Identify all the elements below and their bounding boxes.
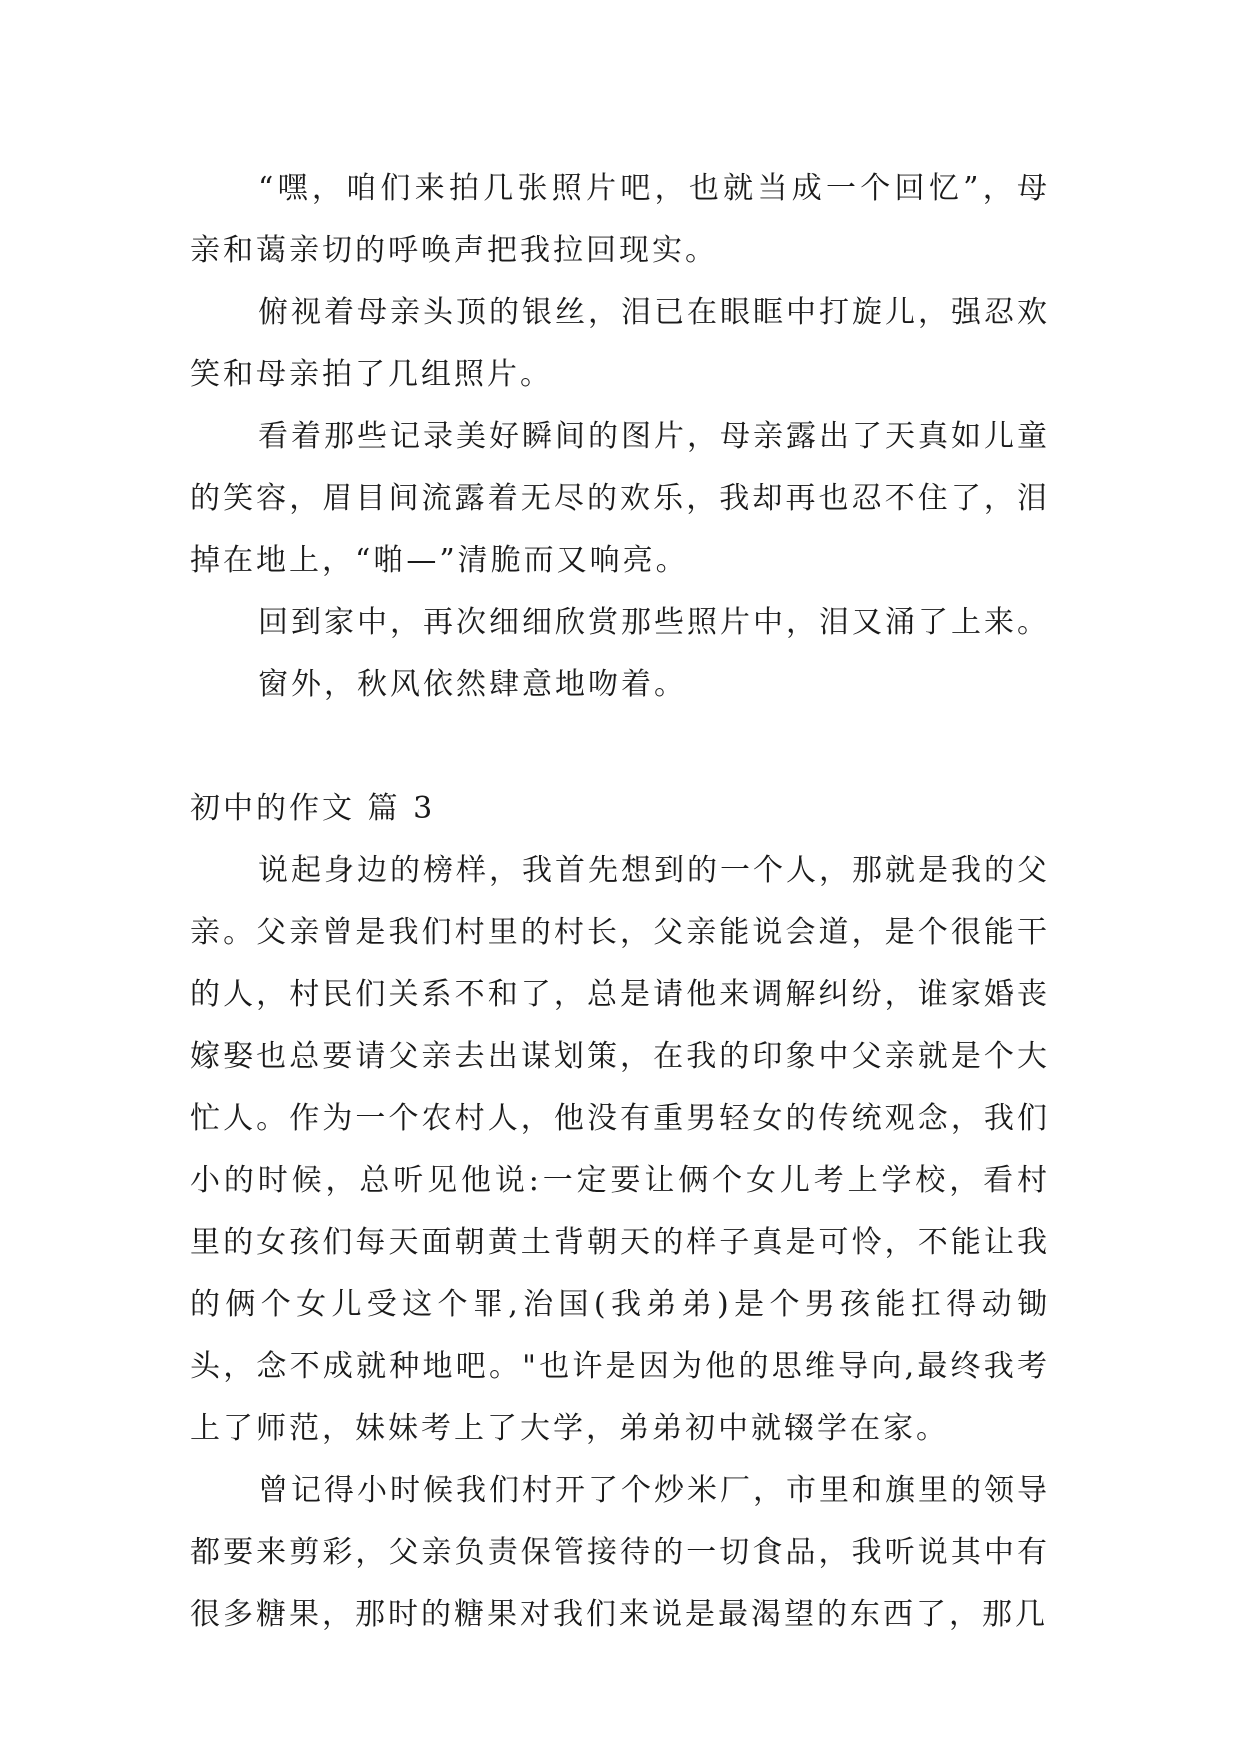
document-body xyxy=(190,158,1050,1646)
paragraph: 俯视着母亲头顶的银丝，泪已在眼眶中打旋儿，强忍欢笑和母亲拍了几组照片。 xyxy=(190,295,1050,392)
essay-section-3 xyxy=(190,778,1050,1646)
paragraph: 曾记得小时候我们村开了个炒米厂，市里和旗里的领导都要来剪彩，父亲负责保管接待的一切食品，我听说其中有很多糖果，那时的糖果对我们来说是最渴望的东西了，那几 xyxy=(190,1473,1050,1632)
paragraph: “嘿，咱们来拍几张照片吧，也就当成一个回忆”，母亲和蔼亲切的呼唤声把我拉回现实。 xyxy=(190,171,1050,268)
paragraph: 回到家中，再次细细欣赏那些照片中，泪又涌了上来。 xyxy=(258,605,1050,640)
essay-continuation xyxy=(190,158,1050,716)
paragraph: 看着那些记录美好瞬间的图片，母亲露出了天真如儿童的笑容，眉目间流露着无尽的欢乐，我却再也忍不住了，泪掉在地上，“啪—”清脆而又响亮。 xyxy=(190,419,1050,578)
paragraph: 窗外，秋风依然肆意地吻着。 xyxy=(258,667,687,702)
section-heading: 初中的作文 篇 3 xyxy=(190,791,436,826)
paragraph: 说起身边的榜样，我首先想到的一个人，那就是我的父亲。父亲曾是我们村里的村长，父亲能说会道，是个很能干的人，村民们关系不和了，总是请他来调解纠纷，谁家婚丧嫁娶也总要请父亲去出谋划策，在我的印象中父亲就是个大忙人。作为一个农村人，他没有重男轻女的传统观念，我们小的时候，总听见他说:一定要让俩个女儿考上学校，看村里的女孩们每天面朝黄土背朝天的样子真是可怜，不能让我的俩个女儿受这个罪,治国(我弟弟)是个男孩能扛得动锄头，念不成就种地吧。"也许是因为他的思维导向,最终我考上了师范，妹妹考上了大学，弟弟初中就辍学在家。 xyxy=(190,853,1050,1446)
